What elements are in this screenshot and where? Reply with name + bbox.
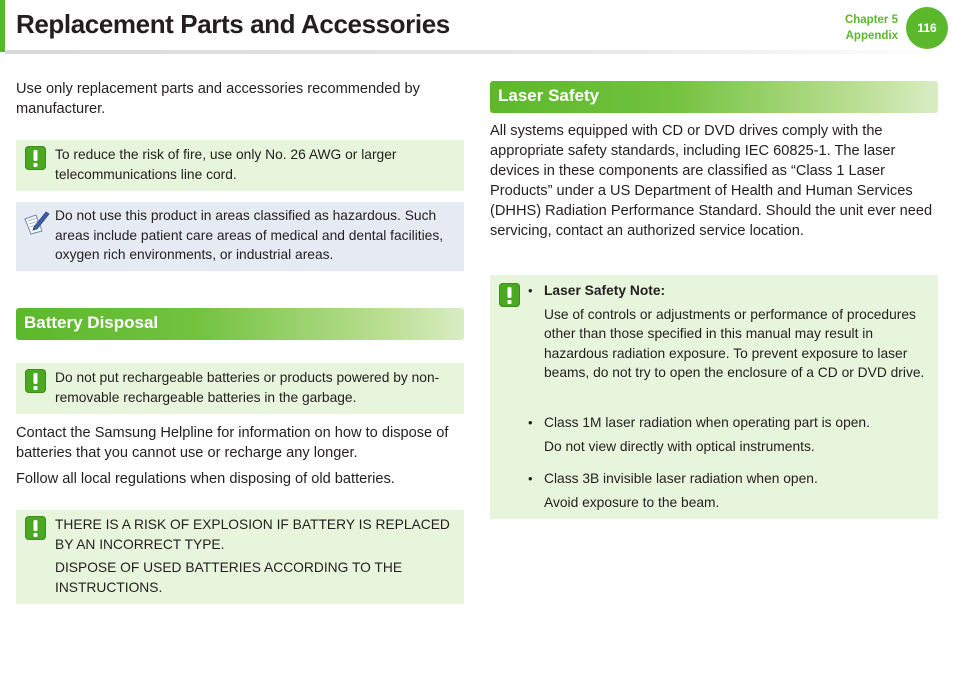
bullet-icon: • xyxy=(528,471,533,486)
class-1m-text: Class 1M laser radiation when operating part is open. xyxy=(544,415,870,430)
laser-note-title: Laser Safety Note: xyxy=(544,283,666,298)
page-number-badge: 116 xyxy=(906,7,948,49)
explosion-caution-text xyxy=(55,515,454,597)
battery-caution-note xyxy=(16,363,464,414)
chapter-number: Chapter 5 xyxy=(844,14,898,26)
laser-note-body: Use of controls or adjustments or performance of procedures other than those specified in this manual may result in hazardous radiation exposure. To prevent exposure to laser beams, do not try to open the enclosure of a CD or DVD drive. xyxy=(544,306,925,380)
header-divider xyxy=(5,50,954,54)
class-3b-text: Class 3B invisible laser radiation when open. xyxy=(544,471,818,486)
exclamation-icon xyxy=(25,516,46,540)
battery-disposal-heading-bar xyxy=(16,308,464,340)
chapter-label xyxy=(845,12,898,44)
hazard-memo-text: Do not use this product in areas classified as hazardous. Such areas include patient care areas of medical and dental facilities, oxygen rich environments, or industrial areas. xyxy=(55,208,444,262)
regulations-paragraph: Follow all local regulations when disposing of old batteries. xyxy=(16,471,395,487)
laser-safety-note xyxy=(490,275,938,519)
laser-note-item xyxy=(528,281,928,383)
helpline-paragraph: Contact the Samsung Helpline for information on how to dispose of batteries that you cannot use or recharge any longer. xyxy=(16,425,449,461)
explosion-warning-line: THERE IS A RISK OF EXPLOSION IF BATTERY IS REPLACED BY AN INCORRECT TYPE. xyxy=(55,517,450,552)
hazard-memo-note xyxy=(16,202,464,271)
laser-safety-paragraph: All systems equipped with CD or DVD drives comply with the appropriate safety standards, including IEC 60825-1. The laser devices in these components are classified as “Class 1 Laser Products” under a US Department of Health and Human Services (DHHS) Radiation Performance Standard. Should the unit ever need servicing, contact an authorized service location. xyxy=(490,123,933,239)
exclamation-icon xyxy=(25,146,46,170)
exclamation-icon xyxy=(499,283,520,307)
page-title: Replacement Parts and Accessories xyxy=(16,9,450,39)
chapter-section: Appendix xyxy=(845,30,898,42)
laser-safety-heading: Laser Safety xyxy=(498,86,600,105)
laser-safety-heading-bar xyxy=(490,81,938,113)
header-accent-bar xyxy=(0,0,5,52)
bullet-icon: • xyxy=(528,283,533,298)
fire-caution-text: To reduce the risk of fire, use only No. 26 AWG or larger telecommunications line cord. xyxy=(55,147,397,182)
intro-paragraph: Use only replacement parts and accessories recommended by manufacturer. xyxy=(16,81,420,117)
pencil-note-icon xyxy=(22,209,50,240)
class-1m-item xyxy=(528,413,928,456)
class-1m-note: Do not view directly with optical instruments. xyxy=(544,438,815,454)
class-3b-note: Avoid exposure to the beam. xyxy=(544,494,720,510)
class-3b-item xyxy=(528,469,928,512)
fire-caution-note xyxy=(16,140,464,191)
battery-disposal-heading: Battery Disposal xyxy=(24,313,159,332)
exclamation-icon xyxy=(25,369,46,393)
battery-caution-text: Do not put rechargeable batteries or products powered by non-removable rechargeable batteries in the garbage. xyxy=(55,370,440,405)
dispose-instruction-line: DISPOSE OF USED BATTERIES ACCORDING TO THE INSTRUCTIONS. xyxy=(55,560,403,595)
explosion-caution-note xyxy=(16,510,464,604)
bullet-icon: • xyxy=(528,415,533,430)
